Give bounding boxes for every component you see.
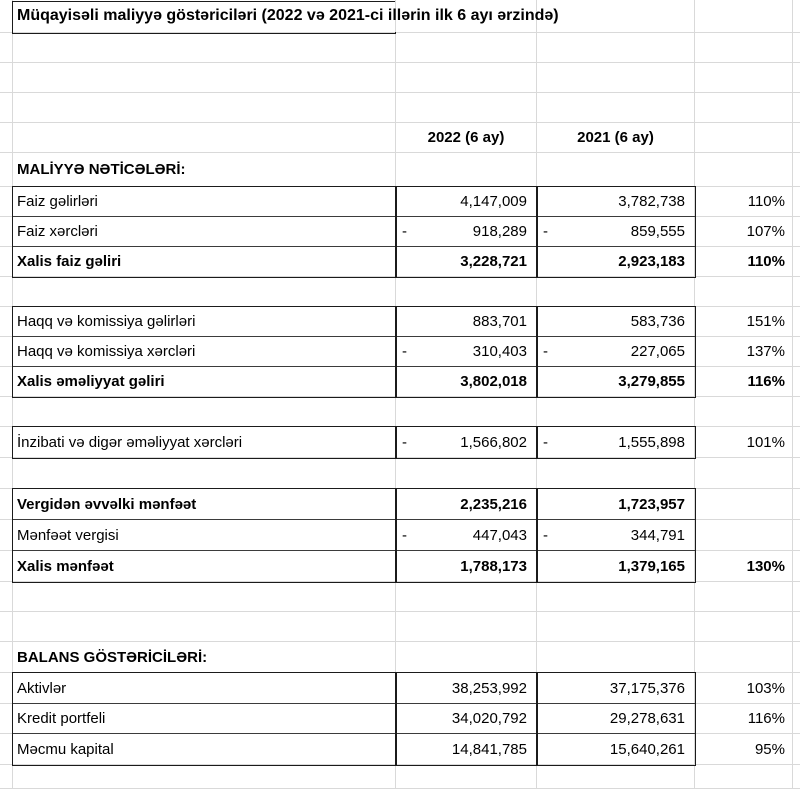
sheet-row <box>0 367 800 397</box>
cell-margin[interactable] <box>0 307 13 336</box>
cell-margin[interactable] <box>0 734 13 764</box>
cell-edge[interactable] <box>793 427 800 457</box>
cell-margin[interactable] <box>0 582 13 611</box>
sheet-row <box>0 63 800 93</box>
cell-percent[interactable] <box>695 123 793 152</box>
sheet-row <box>0 489 800 520</box>
cell-percent[interactable] <box>695 520 793 550</box>
sheet-row <box>0 307 800 337</box>
cell-margin[interactable] <box>0 63 13 92</box>
cell-value-2022[interactable]: 34,020,792 <box>396 704 537 733</box>
page-title: Müqayisəli maliyyə göstəriciləri (2022 və 2021-ci illərin ilk 6 ayı ərzində) <box>17 7 559 24</box>
cell-label[interactable] <box>13 458 396 488</box>
cell-edge[interactable] <box>793 33 800 62</box>
cell-value-2021[interactable]: 3,782,738 <box>537 187 695 216</box>
sheet-row <box>0 458 800 489</box>
sheet-row <box>0 123 800 153</box>
cell-margin[interactable] <box>0 765 13 788</box>
minus-sign: - <box>402 433 407 451</box>
cell-edge[interactable] <box>793 520 800 550</box>
cell-percent[interactable] <box>695 582 793 611</box>
cell-margin[interactable] <box>0 612 13 641</box>
cell-value-2021[interactable]: 1,723,957 <box>537 489 695 519</box>
cell-label[interactable]: Aktivlər <box>13 673 396 703</box>
cell-value-2021[interactable] <box>537 337 695 366</box>
minus-sign: - <box>543 526 548 544</box>
cell-edge[interactable] <box>793 217 800 246</box>
cell-margin[interactable] <box>0 93 13 122</box>
cell-percent[interactable] <box>695 33 793 62</box>
cell-margin[interactable] <box>0 397 13 426</box>
cell-value-2021[interactable] <box>537 0 695 32</box>
cell-percent[interactable] <box>695 612 793 641</box>
cell-margin[interactable] <box>0 427 13 457</box>
sheet-row <box>0 612 800 642</box>
minus-sign: - <box>402 526 407 544</box>
sheet-row <box>0 153 800 187</box>
cell-edge[interactable] <box>793 307 800 336</box>
cell-label[interactable] <box>13 397 396 426</box>
cell-percent[interactable]: 95% <box>695 734 793 764</box>
cell-value-2021[interactable]: 29,278,631 <box>537 704 695 733</box>
cell-percent[interactable] <box>695 277 793 306</box>
cell-edge[interactable] <box>793 734 800 764</box>
cell-label[interactable]: Mənfəət vergisi <box>13 520 396 550</box>
column-header-2022[interactable]: 2022 (6 ay) <box>396 123 537 152</box>
sheet-row <box>0 397 800 427</box>
sheet-row <box>0 520 800 551</box>
cell-value-2021[interactable]: 2,923,183 <box>537 247 695 276</box>
cell-edge[interactable] <box>793 63 800 92</box>
cell-value-2022[interactable] <box>396 337 537 366</box>
cell-label[interactable]: Xalis mənfəət <box>13 551 396 581</box>
cell-percent[interactable]: 137% <box>695 337 793 366</box>
cell-value-2021[interactable] <box>537 93 695 122</box>
cell-margin[interactable] <box>0 551 13 581</box>
cell-edge[interactable] <box>793 277 800 306</box>
cell-value-2022[interactable] <box>396 642 537 672</box>
value-text: 1,555,898 <box>618 433 685 451</box>
cell-margin[interactable] <box>0 642 13 672</box>
cell-margin[interactable] <box>0 33 13 62</box>
sheet-row <box>0 247 800 277</box>
cell-label[interactable]: Haqq və komissiya gəlirləri <box>13 307 396 336</box>
cell-percent[interactable] <box>695 458 793 488</box>
minus-sign: - <box>543 223 548 240</box>
cell-percent[interactable] <box>695 0 793 32</box>
cell-value-2022[interactable]: 14,841,785 <box>396 734 537 764</box>
value-text: 227,065 <box>630 343 685 360</box>
minus-sign: - <box>402 343 407 360</box>
cell-edge[interactable] <box>793 765 800 788</box>
cell-margin[interactable] <box>0 337 13 366</box>
sheet-row <box>0 0 800 33</box>
cell-value-2021[interactable]: 583,736 <box>537 307 695 336</box>
cell-value-2021[interactable] <box>537 397 695 426</box>
cell-edge[interactable] <box>793 397 800 426</box>
cell-value-2021[interactable]: 15,640,261 <box>537 734 695 764</box>
cell-edge[interactable] <box>793 673 800 703</box>
cell-label[interactable] <box>13 765 396 788</box>
cell-margin[interactable] <box>0 0 13 32</box>
value-text: 310,403 <box>472 343 527 360</box>
cell-edge[interactable] <box>793 367 800 396</box>
cell-margin[interactable] <box>0 153 13 186</box>
cell-edge[interactable] <box>793 93 800 122</box>
cell-value-2021[interactable] <box>537 217 695 246</box>
cell-label[interactable]: Faiz xərcləri <box>13 217 396 246</box>
cell-percent[interactable]: 103% <box>695 673 793 703</box>
cell-percent[interactable] <box>695 765 793 788</box>
section-header-cell[interactable]: MALİYYƏ NƏTİCƏLƏRİ: <box>13 153 396 186</box>
cell-percent[interactable] <box>695 153 793 186</box>
cell-value-2022[interactable] <box>396 612 537 641</box>
cell-label[interactable] <box>13 277 396 306</box>
cell-edge[interactable] <box>793 187 800 216</box>
cell-percent[interactable]: 110% <box>695 247 793 276</box>
sheet-row <box>0 551 800 582</box>
cell-percent[interactable] <box>695 93 793 122</box>
cell-percent[interactable]: 110% <box>695 187 793 216</box>
value-text: 918,289 <box>472 223 527 240</box>
cell-label[interactable]: Vergidən əvvəlki mənfəət <box>13 489 396 519</box>
cell-margin[interactable] <box>0 187 13 216</box>
cell-value-2022[interactable] <box>396 33 537 62</box>
cell-label[interactable] <box>13 582 396 611</box>
cell-edge[interactable] <box>793 247 800 276</box>
sheet-row <box>0 187 800 217</box>
cell-label[interactable] <box>13 63 396 92</box>
cell-edge[interactable] <box>793 582 800 611</box>
sheet-row <box>0 33 800 63</box>
cell-value-2021[interactable] <box>537 642 695 672</box>
cell-value-2022[interactable] <box>396 217 537 246</box>
cell-value-2022[interactable]: 3,228,721 <box>396 247 537 276</box>
cell-value-2022[interactable] <box>396 427 537 457</box>
sheet-row <box>0 734 800 765</box>
cell-edge[interactable] <box>793 489 800 519</box>
cell-margin[interactable] <box>0 247 13 276</box>
value-text: 344,791 <box>630 526 685 544</box>
cell-margin[interactable] <box>0 704 13 733</box>
cell-value-2021[interactable] <box>537 427 695 457</box>
cell-percent[interactable]: 107% <box>695 217 793 246</box>
sheet-row <box>0 765 800 789</box>
cell-value-2021[interactable]: 37,175,376 <box>537 673 695 703</box>
cell-value-2022[interactable] <box>396 458 537 488</box>
sheet-row <box>0 277 800 307</box>
minus-sign: - <box>543 433 548 451</box>
cell-percent[interactable] <box>695 63 793 92</box>
cell-edge[interactable] <box>793 458 800 488</box>
cell-value-2022[interactable] <box>396 582 537 611</box>
sheet-row <box>0 337 800 367</box>
cell-label[interactable]: Xalis əməliyyat gəliri <box>13 367 396 396</box>
cell-label[interactable]: Faiz gəlirləri <box>13 187 396 216</box>
cell-label[interactable]: Kredit portfeli <box>13 704 396 733</box>
cell-value-2021[interactable] <box>537 33 695 62</box>
section-header-cell[interactable]: BALANS GÖSTƏRİCİLƏRİ: <box>13 642 396 672</box>
cell-margin[interactable] <box>0 123 13 152</box>
cell-edge[interactable] <box>793 642 800 672</box>
value-text: 447,043 <box>472 526 527 544</box>
sheet-row <box>0 704 800 734</box>
cell-edge[interactable] <box>793 337 800 366</box>
minus-sign: - <box>543 343 548 360</box>
value-text: 1,566,802 <box>460 433 527 451</box>
sheet-row <box>0 427 800 458</box>
cell-label[interactable] <box>13 93 396 122</box>
cell-percent[interactable]: 116% <box>695 367 793 396</box>
cell-percent[interactable] <box>695 397 793 426</box>
cell-label[interactable] <box>13 33 396 62</box>
cell-margin[interactable] <box>0 277 13 306</box>
cell-label[interactable] <box>13 612 396 641</box>
cell-value-2021[interactable]: 1,379,165 <box>537 551 695 581</box>
sheet-row <box>0 582 800 612</box>
cell-value-2022[interactable]: 3,802,018 <box>396 367 537 396</box>
cell-percent[interactable] <box>695 642 793 672</box>
cell-value-2022[interactable]: 883,701 <box>396 307 537 336</box>
cell-margin[interactable] <box>0 217 13 246</box>
cell-edge[interactable] <box>793 612 800 641</box>
value-text: 859,555 <box>630 223 685 240</box>
cell-value-2022[interactable] <box>396 277 537 306</box>
cell-value-2021[interactable] <box>537 582 695 611</box>
cell-edge[interactable] <box>793 551 800 581</box>
cell-label[interactable] <box>13 0 559 32</box>
sheet-row <box>0 217 800 247</box>
cell-edge[interactable] <box>793 704 800 733</box>
cell-percent[interactable]: 151% <box>695 307 793 336</box>
sheet-row <box>0 642 800 673</box>
cell-value-2022[interactable] <box>396 153 537 186</box>
cell-edge[interactable] <box>793 153 800 186</box>
sheet-row <box>0 93 800 123</box>
cell-value-2021[interactable] <box>537 458 695 488</box>
cell-percent[interactable]: 130% <box>695 551 793 581</box>
cell-percent[interactable]: 116% <box>695 704 793 733</box>
cell-label[interactable]: Xalis faiz gəliri <box>13 247 396 276</box>
cell-value-2022[interactable] <box>396 63 537 92</box>
cell-label[interactable]: İnzibati və digər əməliyyat xərcləri <box>13 427 396 457</box>
cell-value-2021[interactable] <box>537 520 695 550</box>
cell-percent[interactable] <box>695 489 793 519</box>
cell-value-2021[interactable] <box>537 277 695 306</box>
cell-value-2021[interactable] <box>537 153 695 186</box>
cell-value-2022[interactable] <box>396 93 537 122</box>
cell-value-2021[interactable]: 3,279,855 <box>537 367 695 396</box>
cell-edge[interactable] <box>793 0 800 32</box>
column-header-2021[interactable]: 2021 (6 ay) <box>537 123 695 152</box>
cell-margin[interactable] <box>0 520 13 550</box>
cell-value-2021[interactable] <box>537 63 695 92</box>
cell-label[interactable]: Məcmu kapital <box>13 734 396 764</box>
sheet-row <box>0 673 800 704</box>
cell-value-2021[interactable] <box>537 612 695 641</box>
cell-percent[interactable]: 101% <box>695 427 793 457</box>
cell-value-2022[interactable] <box>396 520 537 550</box>
cell-edge[interactable] <box>793 123 800 152</box>
cell-margin[interactable] <box>0 458 13 488</box>
cell-label[interactable] <box>13 123 396 152</box>
cell-value-2021[interactable] <box>537 765 695 788</box>
cell-margin[interactable] <box>0 489 13 519</box>
cell-value-2022[interactable] <box>396 397 537 426</box>
cell-value-2022[interactable]: 38,253,992 <box>396 673 537 703</box>
minus-sign: - <box>402 223 407 240</box>
cell-value-2022[interactable]: 1,788,173 <box>396 551 537 581</box>
cell-value-2022[interactable]: 2,235,216 <box>396 489 537 519</box>
cell-margin[interactable] <box>0 367 13 396</box>
cell-value-2022[interactable]: 4,147,009 <box>396 187 537 216</box>
cell-margin[interactable] <box>0 673 13 703</box>
cell-label[interactable]: Haqq və komissiya xərcləri <box>13 337 396 366</box>
cell-value-2022[interactable] <box>396 765 537 788</box>
